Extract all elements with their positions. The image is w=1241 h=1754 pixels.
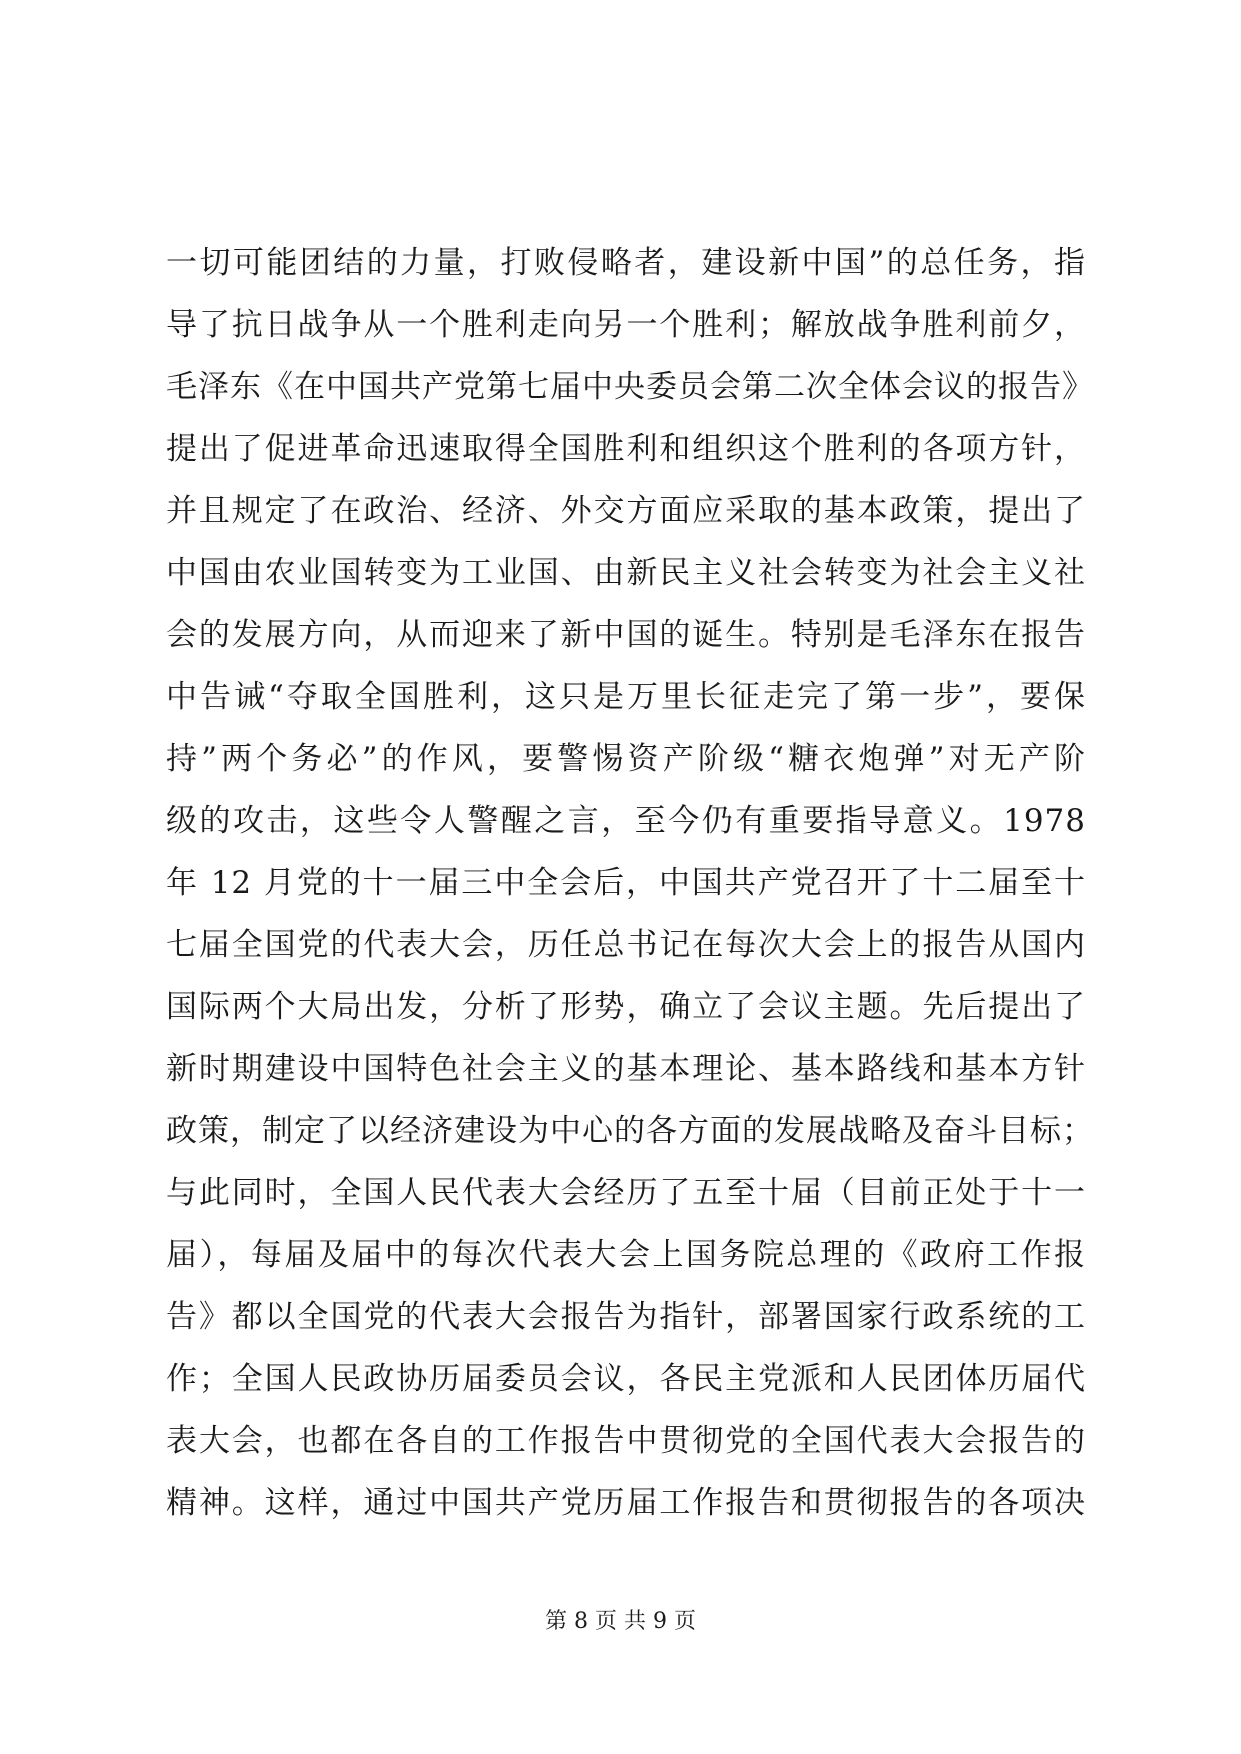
text-line: 与此同时，全国人民代表大会经历了五至十届（目前正处于十一 <box>166 1175 1086 1211</box>
text-line: 表大会，也都在各自的工作报告中贯彻党的全国代表大会报告的 <box>166 1423 1086 1459</box>
page-number-footer: 第 8 页 共 9 页 <box>545 1609 696 1634</box>
text-line: 作；全国人民政协历届委员会议，各民主党派和人民团体历届代 <box>166 1361 1086 1397</box>
text-line: 国际两个大局出发，分析了形势，确立了会议主题。先后提出了 <box>166 989 1086 1025</box>
text-line: 年 12 月党的十一届三中全会后，中国共产党召开了十二届至十 <box>166 865 1086 901</box>
body-text <box>166 232 1094 1534</box>
text-line: 提出了促进革命迅速取得全国胜利和组织这个胜利的各项方针， <box>166 431 1086 467</box>
text-line: 级的攻击，这些令人警醒之言，至今仍有重要指导意义。1978 <box>166 803 1086 839</box>
text-line: 届），每届及届中的每次代表大会上国务院总理的《政府工作报 <box>166 1237 1086 1273</box>
text-line: 精神。这样，通过中国共产党历届工作报告和贯彻报告的各项决 <box>166 1485 1086 1521</box>
text-line: 七届全国党的代表大会，历任总书记在每次大会上的报告从国内 <box>166 927 1086 963</box>
text-line: 告》都以全国党的代表大会报告为指针，部署国家行政系统的工 <box>166 1299 1086 1335</box>
text-line: 一切可能团结的力量，打败侵略者，建设新中国”的总任务，指 <box>166 245 1086 281</box>
text-line: 新时期建设中国特色社会主义的基本理论、基本路线和基本方针 <box>166 1051 1086 1087</box>
text-line: 导了抗日战争从一个胜利走向另一个胜利；解放战争胜利前夕， <box>166 307 1086 343</box>
text-line: 中告诫“夺取全国胜利，这只是万里长征走完了第一步”，要保 <box>166 679 1086 715</box>
text-line: 政策，制定了以经济建设为中心的各方面的发展战略及奋斗目标； <box>166 1113 1094 1149</box>
text-line: 会的发展方向，从而迎来了新中国的诞生。特别是毛泽东在报告 <box>166 617 1086 653</box>
text-line: 并且规定了在政治、经济、外交方面应采取的基本政策，提出了 <box>166 493 1086 529</box>
text-line: 持”两个务必”的作风，要警惕资产阶级“糖衣炮弹”对无产阶 <box>166 741 1086 777</box>
text-line: 毛泽东《在中国共产党第七届中央委员会第二次全体会议的报告》 <box>166 369 1094 405</box>
text-line: 中国由农业国转变为工业国、由新民主义社会转变为社会主义社 <box>166 555 1086 591</box>
